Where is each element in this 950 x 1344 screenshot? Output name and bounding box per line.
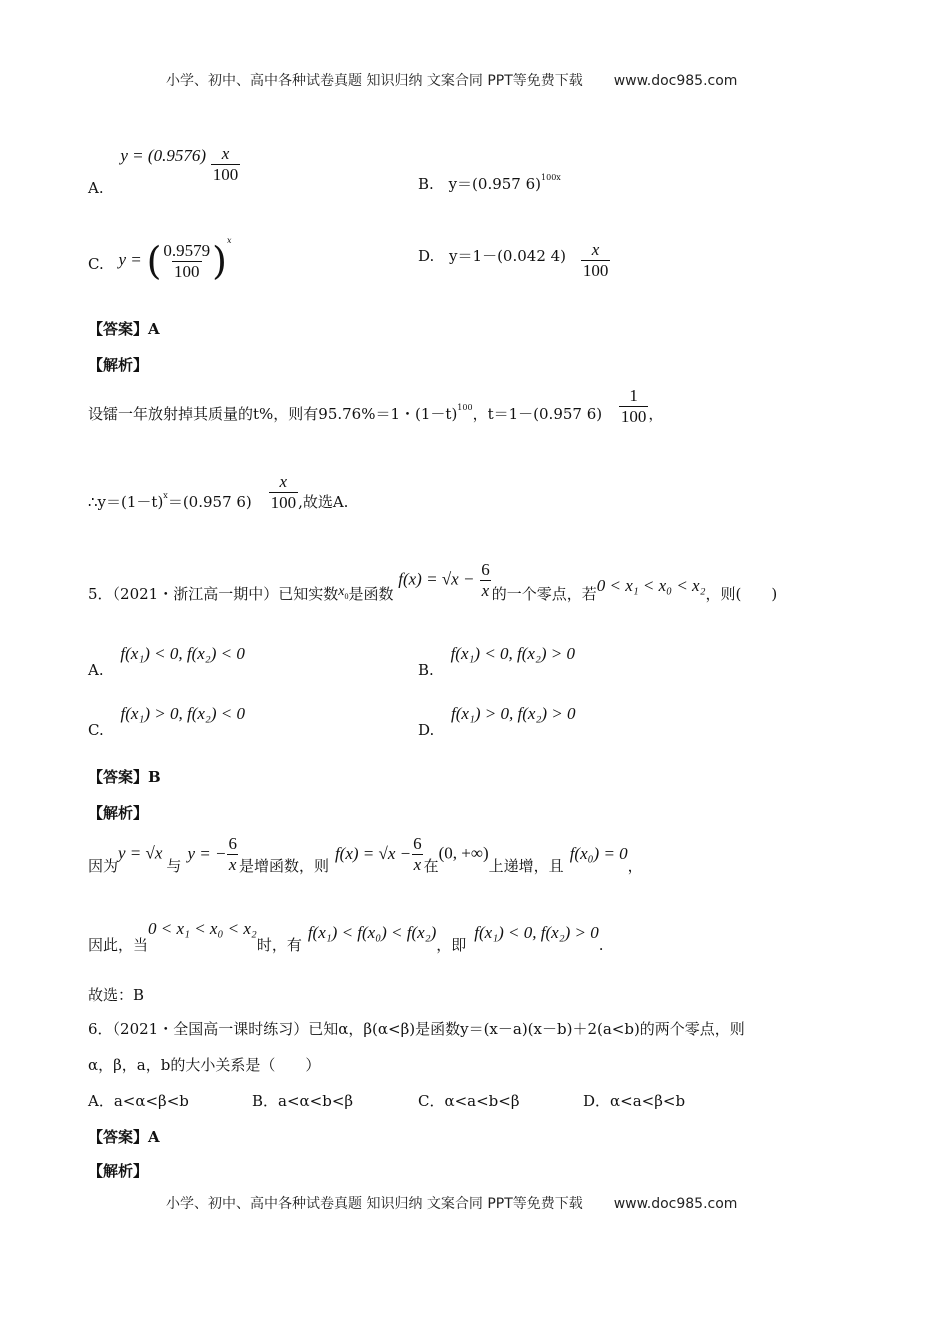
q4-option-a[interactable] [88, 144, 240, 197]
math-expr: f(x₁) < f(x₀) < f(x₂) [307, 923, 437, 942]
option-label: D. [418, 721, 435, 739]
q6-stem-line1: 6．（2021・全国高一课时练习）已知α，β(α<β)是函数y＝(x－a)(x－b)＋2(a<b)的两个零点，则 [88, 1020, 745, 1038]
frac-den: x [481, 581, 490, 600]
math-expr: f(x) = √x − [334, 843, 412, 863]
q5-option-b[interactable] [418, 644, 576, 679]
math-expr: 0 < x₁ < x₀ < x₂ [596, 575, 706, 595]
option-label: A. [88, 178, 104, 197]
left-paren: ( [146, 239, 162, 283]
text: 5．（2021・浙江高一期中）已知实数 [88, 584, 339, 603]
text: 时，有 [256, 936, 302, 954]
math-fraction [581, 240, 611, 281]
math-sup: 100 [457, 402, 473, 412]
q5-option-c[interactable] [88, 704, 245, 739]
math-expr: y = √x [118, 843, 163, 863]
q6-option-c[interactable]: C．α<a<b<β [418, 1092, 520, 1110]
text: 的一个零点，若 [491, 584, 597, 603]
text: ＝(0.957 6) [167, 492, 252, 511]
frac-num: 6 [228, 834, 237, 853]
option-label: D. [418, 246, 435, 265]
var-sub: 0 [344, 591, 349, 601]
q6-analysis-title: 【解析】 [88, 1162, 149, 1180]
math-expr: f(x₁) < 0, f(x₂) > 0 [450, 644, 576, 663]
text: 因此，当 [88, 936, 149, 954]
header-url[interactable]: www.doc985.com [613, 73, 738, 89]
header-title: 小学、初中、高中各种试卷真题 知识归纳 文案合同 PPT等免费下载 [166, 73, 583, 89]
text: 因为 [88, 856, 119, 875]
frac-den: 100 [620, 407, 647, 426]
text: ,故选A. [298, 492, 349, 511]
q5-choose: 故选：B [88, 986, 145, 1004]
q4-option-b[interactable] [418, 173, 561, 194]
text: 设镭一年放射掉其质量的t%，则有95.76%＝1・(1－t) [88, 404, 458, 423]
q4-analysis-line2 [88, 472, 348, 513]
q4-option-d[interactable] [418, 240, 610, 281]
option-label: A. [88, 661, 104, 679]
math-expr: y＝(0.957 6) [448, 175, 542, 193]
q4-analysis-line1 [88, 386, 663, 427]
frac-den: 100 [174, 261, 200, 281]
math-fraction [269, 472, 299, 513]
text: 与 [166, 856, 182, 875]
frac-num: x [591, 240, 600, 259]
option-label: B. [418, 175, 434, 193]
q6-option-b[interactable]: B．a<α<b<β [252, 1092, 354, 1110]
frac-num: x [221, 144, 230, 163]
q6-option-a[interactable]: A．a<α<β<b [88, 1092, 189, 1110]
page-footer [166, 1193, 737, 1213]
frac-den: x [228, 855, 237, 874]
math-expr: y = − [187, 843, 227, 863]
q4-answer: 【答案】A [88, 320, 160, 338]
frac-num: x [279, 472, 288, 491]
q5-option-a[interactable] [88, 644, 245, 679]
q4-option-c[interactable] [88, 236, 231, 282]
option-label: B. [418, 661, 434, 679]
frac-num: 6 [481, 560, 490, 579]
text: ， [648, 404, 664, 423]
footer-title: 小学、初中、高中各种试卷真题 知识归纳 文案合同 PPT等免费下载 [166, 1196, 583, 1212]
q6-stem-line2: α，β，a，b的大小关系是（ ） [88, 1056, 321, 1074]
frac-den: 100 [212, 165, 239, 184]
text: 是函数 [348, 584, 394, 603]
frac-num: 0.9579 [163, 240, 211, 260]
math-fraction [161, 241, 212, 282]
math-expr: f(x₁) < 0, f(x₂) > 0 [474, 923, 599, 942]
option-label: C. [88, 255, 104, 273]
math-fraction [479, 560, 492, 601]
footer-url[interactable]: www.doc985.com [613, 1196, 738, 1212]
page-header [166, 70, 737, 90]
text: 上递增，且 [488, 856, 564, 875]
math-fraction [411, 834, 424, 875]
q6-option-d[interactable]: D．α<a<β<b [583, 1092, 686, 1110]
option-label: C. [88, 721, 104, 739]
math-expr: y = [118, 250, 142, 269]
text: ∴y＝(1－t) [88, 492, 164, 511]
text: ，即 [436, 936, 467, 954]
text: ，则( ) [705, 584, 778, 603]
text: ，t＝1－(0.957 6) [472, 404, 603, 423]
var-x0: x [338, 583, 345, 599]
math-expr: y = (0.9576) [120, 145, 206, 165]
math-fraction [211, 144, 241, 185]
text: 是增函数，则 [238, 856, 329, 875]
math-sup: x [226, 236, 232, 245]
right-paren: ) [212, 239, 227, 283]
q5-answer: 【答案】B [88, 768, 161, 786]
text: 在 [423, 856, 439, 875]
q6-answer: 【答案】A [88, 1128, 160, 1146]
q5-analysis-line1 [88, 834, 643, 875]
math-expr: (0, +∞) [438, 843, 489, 863]
math-expr: f(x) = √x − [398, 569, 475, 589]
frac-den: 100 [270, 493, 297, 512]
math-expr: 0 < x₁ < x₀ < x₂ [148, 919, 257, 938]
math-expr: f(x₀) = 0 [569, 843, 628, 863]
text: ， [627, 856, 643, 875]
math-expr: y＝1－(0.042 4) [449, 246, 567, 265]
math-expr: f(x₁) > 0, f(x₂) > 0 [451, 704, 576, 723]
q5-analysis-line2 [88, 919, 604, 954]
math-var [338, 584, 348, 599]
math-expr: f(x₁) < 0, f(x₂) < 0 [120, 644, 245, 663]
q4-analysis-title: 【解析】 [88, 356, 149, 374]
frac-den: 100 [582, 261, 609, 280]
q5-analysis-title: 【解析】 [88, 804, 149, 822]
math-sup: x [163, 490, 168, 500]
frac-den: x [413, 855, 422, 874]
q5-stem [88, 560, 777, 601]
text: . [598, 936, 604, 954]
math-fraction [226, 834, 239, 875]
math-expr: f(x₁) > 0, f(x₂) < 0 [120, 704, 245, 723]
frac-num: 6 [413, 834, 422, 853]
q5-option-d[interactable] [418, 704, 576, 739]
math-sup: 100x [541, 173, 561, 182]
math-fraction [619, 386, 649, 427]
frac-num: 1 [629, 386, 638, 405]
